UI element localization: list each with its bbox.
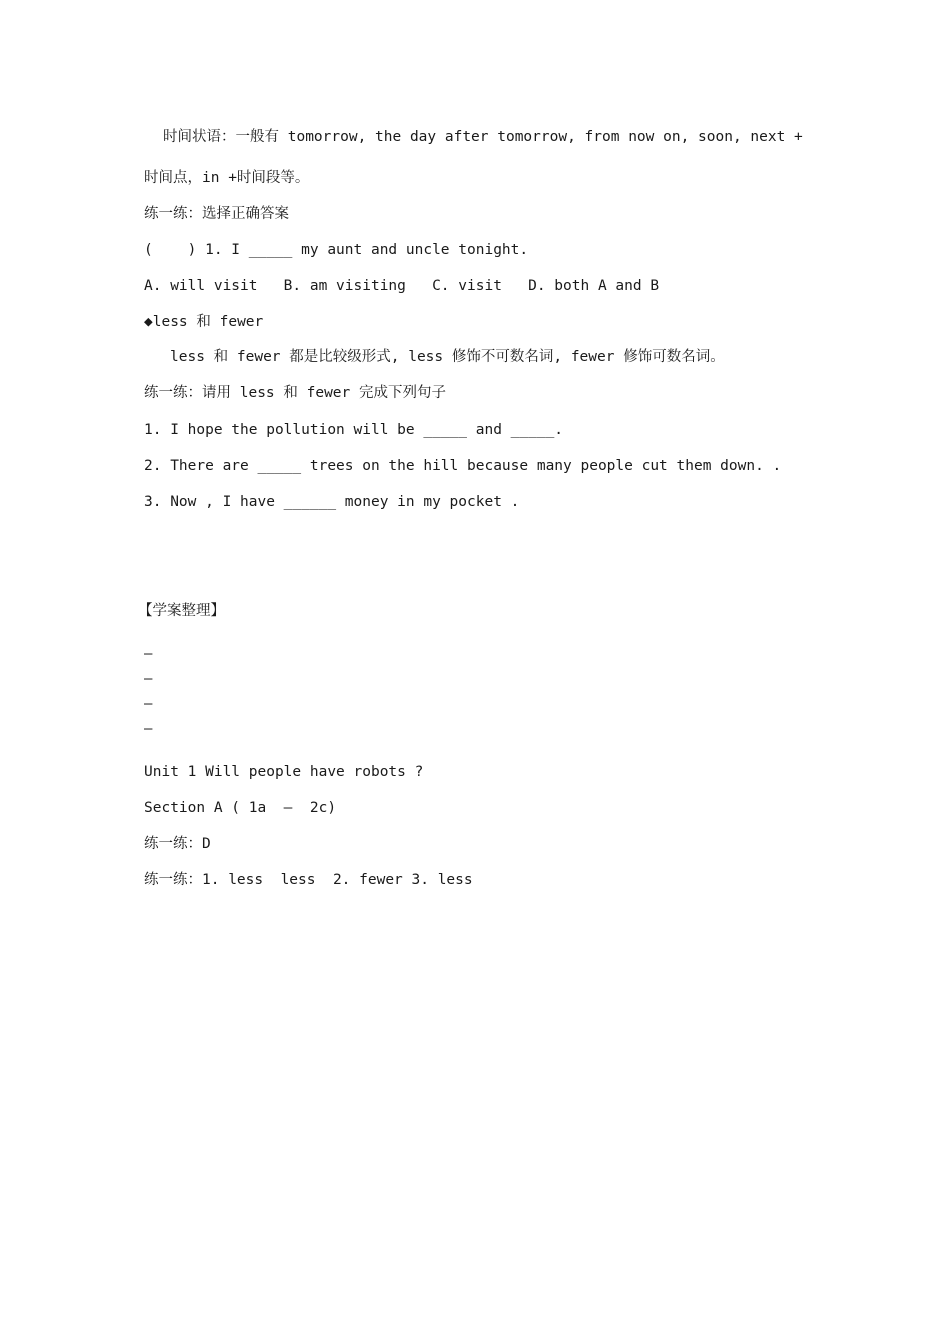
practice1-heading: 练一练：选择正确答案 — [144, 206, 289, 222]
practice2-item-2: 2. There are _____ trees on the hill because many people cut them down. . — [144, 458, 782, 474]
summary-dash-3: — — [144, 696, 153, 712]
answers-practice2: 练一练：1. less less 2. fewer 3. less — [144, 872, 473, 888]
answers-section-title: Section A ( 1a – 2c) — [144, 800, 337, 816]
less-fewer-explanation: less 和 fewer 都是比较级形式, less 修饰不可数名词, fewer 修饰可数名词。 — [170, 349, 725, 365]
summary-dash-1: — — [144, 646, 153, 662]
answers-practice1: 练一练：D — [144, 836, 211, 852]
practice2-item-3: 3. Now , I have ______ money in my pocket . — [144, 494, 520, 510]
intro-line-2: 时间点，in +时间段等。 — [144, 170, 310, 186]
practice2-heading: 练一练：请用 less 和 fewer 完成下列句子 — [144, 385, 446, 401]
answers-unit-title: Unit 1 Will people have robots ? — [144, 764, 424, 780]
intro-line-1: 时间状语：一般有 tomorrow, the day after tomorrow, from now on, soon, next + — [163, 129, 803, 145]
less-fewer-heading: ◆less 和 fewer — [144, 314, 264, 330]
practice1-question: ( ) 1. I _____ my aunt and uncle tonight. — [144, 242, 529, 258]
practice2-item-1: 1. I hope the pollution will be _____ and _____. — [144, 422, 564, 438]
summary-heading: 【学案整理】 — [138, 603, 225, 619]
summary-dash-2: — — [144, 671, 153, 687]
summary-dash-4: — — [144, 721, 153, 737]
practice1-options: A. will visit B. am visiting C. visit D. both A and B — [144, 278, 660, 294]
